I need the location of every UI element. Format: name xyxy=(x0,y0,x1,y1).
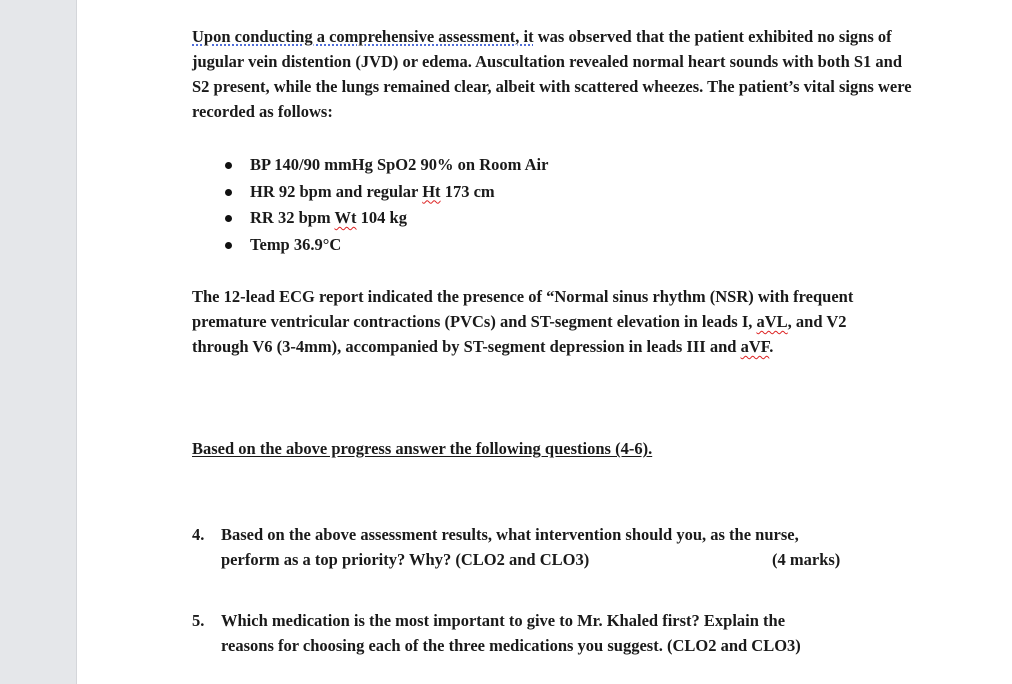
bullet-icon xyxy=(225,162,232,169)
spelling-flagged-word: aVF xyxy=(740,337,770,356)
question-line: reasons for choosing each of the three medications you suggest. (CLO2 and CLO3) xyxy=(221,636,801,655)
vital-text: HR 92 bpm and regular xyxy=(250,181,423,201)
questions-heading xyxy=(192,436,922,461)
vital-text: RR 32 bpm xyxy=(250,208,335,227)
ecg-text: , and V2 through V6 (3-4mm), accompanied by ST-segment depression in leads III and xyxy=(192,312,847,356)
ecg-text: The 12-lead ECG report indicated the presence of “Normal sinus rhythm (NSR) with frequent premature ventricular contractions (PVCs) and ST-segment elevation in leads I, xyxy=(192,287,854,331)
vital-text: 173 cm xyxy=(440,181,495,201)
question-line: Which medication is the most important to give to Mr. Khaled first? Explain the xyxy=(221,611,786,630)
spelling-flagged-word: aVL xyxy=(756,312,788,331)
question-line: perform as a top priority? Why? (CLO2 and CLO3) xyxy=(221,550,590,569)
bullet-icon xyxy=(225,215,232,222)
vital-text: BP 140/90 mmHg SpO2 90% on Room Air xyxy=(250,155,549,174)
question-body xyxy=(221,608,921,658)
vital-signs-list xyxy=(192,152,548,258)
question-number: 5. xyxy=(192,611,205,630)
question-number: 4. xyxy=(192,525,205,544)
vital-item xyxy=(192,179,548,206)
question-body xyxy=(221,522,921,572)
marks-label: (4 marks) xyxy=(772,550,841,569)
spelling-flagged-word: Wt xyxy=(334,208,357,227)
left-margin-area xyxy=(0,0,77,684)
vital-item xyxy=(192,232,548,259)
bullet-icon xyxy=(225,242,232,249)
heading-text: Based on the above progress answer the following questions (4-6). xyxy=(192,439,653,458)
ecg-paragraph xyxy=(192,284,907,359)
ecg-text: . xyxy=(769,337,774,356)
vital-item xyxy=(192,152,548,179)
spelling-flagged-word: Ht xyxy=(422,181,441,201)
vital-item xyxy=(192,205,548,232)
vital-text: 104 kg xyxy=(356,208,407,227)
assessment-paragraph xyxy=(192,24,922,124)
question-line-row xyxy=(221,547,921,572)
assessment-text: was observed that the patient exhibited no signs of jugular vein distention (JVD) or edema. Auscultation revealed normal heart sounds with both S1 and S2 present, while the lungs remained clear, albeit with scattered wheezes. The patient’s vital signs were recorded as follows: xyxy=(192,27,912,121)
bullet-icon xyxy=(225,189,232,196)
question-line: Based on the above assessment results, what intervention should you, as the nurse, xyxy=(221,525,799,544)
vital-text: Temp 36.9°C xyxy=(250,234,342,254)
grammar-flagged-phrase: Upon conducting a comprehensive assessment, it xyxy=(192,27,534,46)
